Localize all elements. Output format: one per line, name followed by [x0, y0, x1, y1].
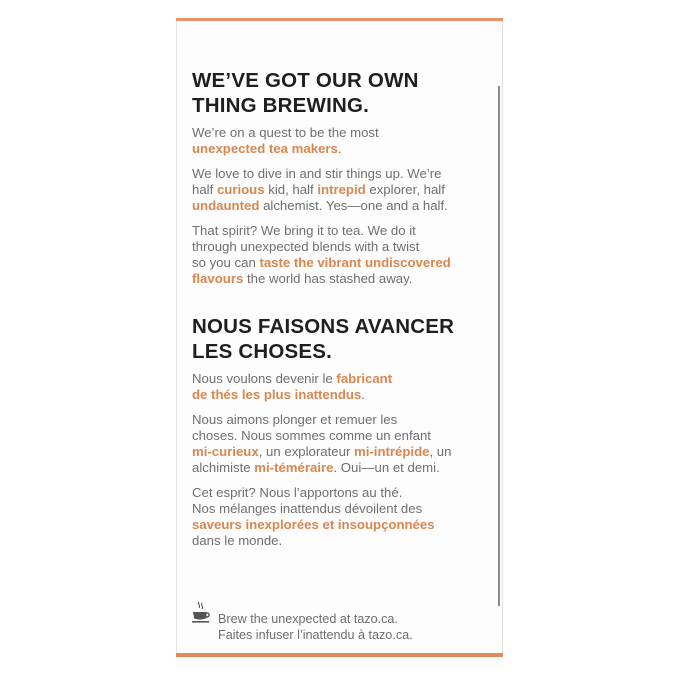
tea-cup-icon — [192, 601, 210, 625]
text: through unexpected blends with a twist — [192, 239, 420, 254]
french-paragraph-3 — [192, 485, 482, 549]
highlight: taste the vibrant undiscovered — [259, 255, 451, 270]
text: Nous aimons plonger et remuer les — [192, 412, 398, 427]
text: alchemist. Yes—one and a half. — [259, 198, 448, 213]
text: choses. Nous sommes comme un enfant — [192, 428, 431, 443]
french-paragraph-1 — [192, 371, 482, 403]
text: Cet esprit? Nous l’apportons au thé. — [192, 485, 403, 500]
highlight: saveurs inexplorées et insoupçonnées — [192, 517, 435, 532]
text: , un — [429, 444, 452, 459]
english-heading — [192, 68, 482, 118]
highlight: mi-curieux — [192, 444, 259, 459]
text: the world has stashed away. — [243, 271, 413, 286]
english-paragraph-1 — [192, 125, 482, 157]
text: Nos mélanges inattendus dévoilent des — [192, 501, 423, 516]
english-heading-line-1: WE’VE GOT OUR OWN — [192, 69, 419, 92]
box-fold-line — [498, 86, 500, 606]
highlight: fabricant — [336, 371, 393, 386]
text: Nous voulons devenir le — [192, 371, 337, 386]
text: so you can — [192, 255, 260, 270]
highlight: flavours — [192, 271, 244, 286]
text: dans le monde. — [192, 533, 283, 548]
text: We’re on a quest to be the most — [192, 125, 379, 140]
box-bottom-edge — [176, 653, 503, 657]
text: kid, half — [264, 182, 318, 197]
box-top-edge — [176, 18, 503, 21]
text: alchimiste — [192, 460, 255, 475]
footer-text — [218, 611, 488, 643]
text: explorer, half — [365, 182, 445, 197]
text: We love to dive in and stir things up. We’re — [192, 166, 442, 181]
french-heading-line-1: NOUS FAISONS AVANCER — [192, 315, 455, 338]
footer-line-french: Faites infuser l’inattendu à tazo.ca. — [218, 628, 413, 642]
footer-line-english: Brew the unexpected at tazo.ca. — [218, 612, 398, 626]
highlight: undaunted — [192, 198, 260, 213]
copy-content — [192, 68, 482, 548]
highlight: curious — [216, 182, 265, 197]
french-heading — [192, 314, 482, 364]
box-left-edge — [176, 21, 177, 653]
english-paragraph-2 — [192, 166, 482, 214]
highlight: mi-intrépide — [354, 444, 430, 459]
text: half — [192, 182, 217, 197]
english-heading-line-2: THING BREWING. — [192, 94, 370, 117]
text: , un explorateur — [258, 444, 355, 459]
text: . — [361, 387, 365, 402]
french-heading-line-2: LES CHOSES. — [192, 340, 333, 363]
french-section — [192, 314, 482, 549]
highlight: intrepid — [317, 182, 366, 197]
highlight: mi-téméraire — [254, 460, 334, 475]
english-section — [192, 68, 482, 287]
highlight: unexpected tea makers — [192, 141, 338, 156]
highlight: de thés les plus inattendus — [192, 387, 362, 402]
english-paragraph-3 — [192, 223, 482, 287]
text: . — [337, 141, 342, 156]
box-right-edge — [502, 21, 503, 653]
text: That spirit? We bring it to tea. We do it — [192, 223, 416, 238]
text: . Oui—un et demi. — [333, 460, 440, 475]
french-paragraph-2 — [192, 412, 482, 476]
